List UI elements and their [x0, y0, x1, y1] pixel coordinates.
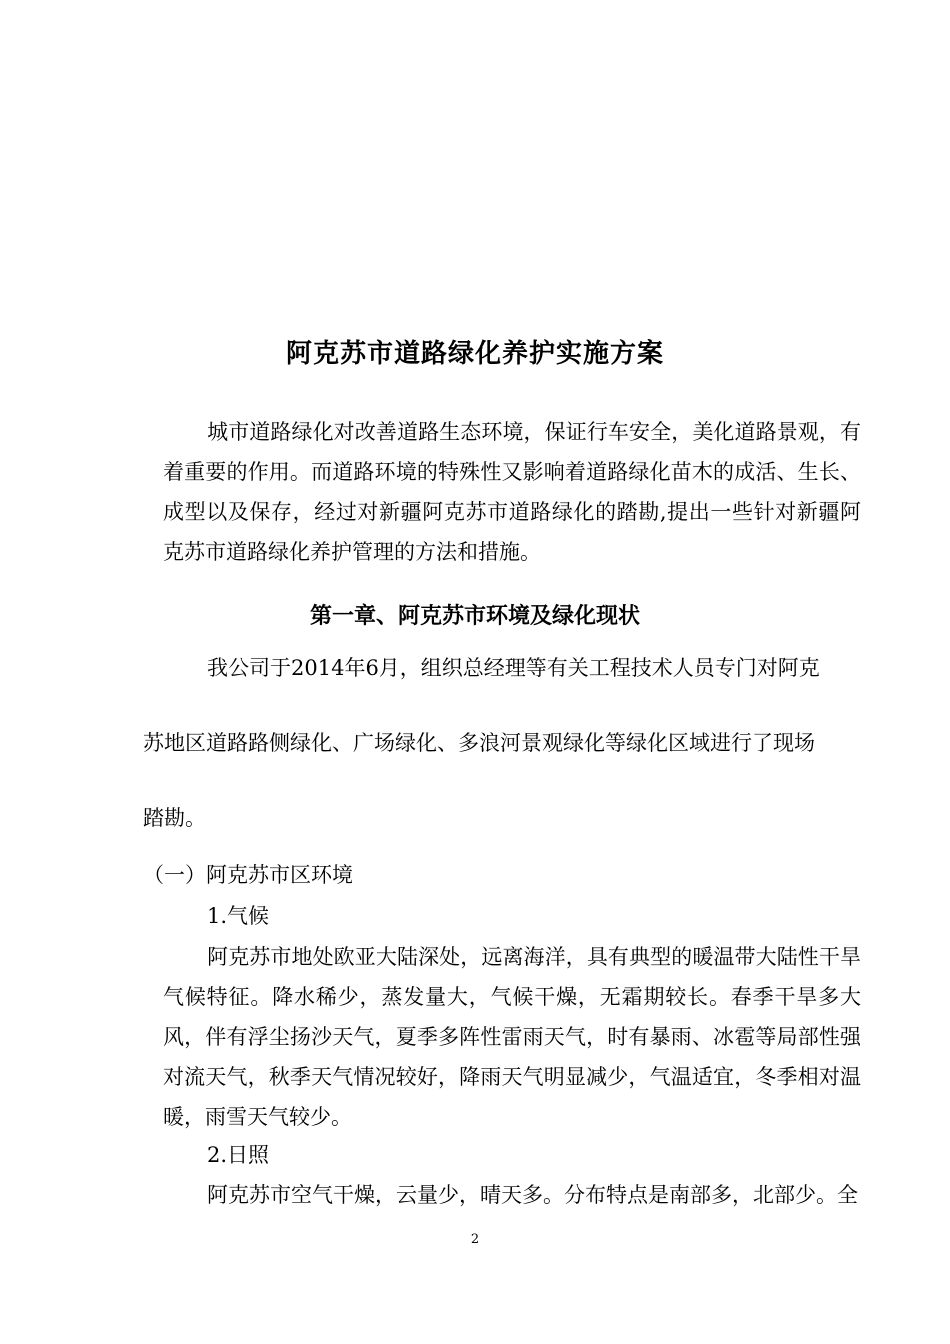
climate-text: 阿克苏市地处欧亚大陆深处，远离海洋，具有典型的暖温带大陆性干旱气候特征。降水稀少，蒸发量大，气候干燥，无霜期较长。春季干旱多大风，伴有浮尘扬沙天气，夏季多阵性雷雨天气，时有暴雨、冰雹等局部性强对流天气，秋季天气情况较好，降雨天气明显减少，气温适宜，冬季相对温暖，雨雪天气较少。: [163, 945, 861, 1129]
chapter-para-line-1: 我公司于2014年6月，组织总经理等有关工程技术人员专门对阿克: [207, 656, 820, 680]
document-title: 阿克苏市道路绿化养护实施方案: [285, 339, 664, 369]
climate-paragraph: [163, 937, 861, 1137]
section-heading: （一）阿克苏市区环境: [143, 863, 353, 887]
intro-paragraph: [163, 412, 861, 572]
sunshine-text: 阿克苏市空气干燥，云量少，晴天多。分布特点是南部多，北部少。全: [207, 1183, 858, 1207]
chapter-title: 第一章、阿克苏市环境及绿化现状: [309, 603, 640, 629]
sunshine-heading: 2.日照: [207, 1143, 270, 1167]
chapter-para-line-2: 苏地区道路路侧绿化、广场绿化、多浪河景观绿化等绿化区域进行了现场: [143, 731, 815, 755]
chapter-para-line-3: 踏勘。: [143, 806, 206, 830]
climate-heading: 1.气候: [207, 904, 270, 928]
page-number: 2: [470, 1232, 480, 1247]
intro-text: 城市道路绿化对改善道路生态环境，保证行车安全，美化道路景观，有着重要的作用。而道路环境的特殊性又影响着道路绿化苗木的成活、生长、成型以及保存，经过对新疆阿克苏市道路绿化的踏勘,提出一些针对新疆阿克苏市道路绿化养护管理的方法和措施。: [163, 420, 861, 564]
